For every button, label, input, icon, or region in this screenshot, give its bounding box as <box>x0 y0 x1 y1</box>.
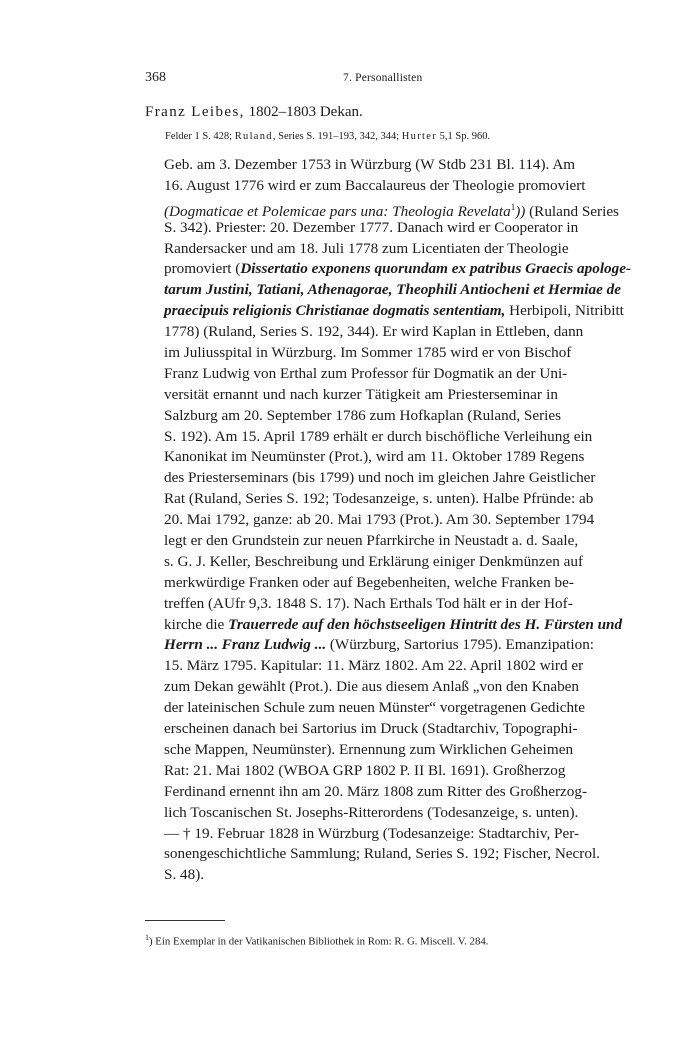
body-line: der lateinischen Schule zum neuen Münster“ vorgetragenen Gedichte <box>164 699 586 717</box>
italic-title: praecipuis religionis Christianae dogmatis sententiam, <box>164 302 506 320</box>
footnote-divider <box>145 920 225 921</box>
source-text: Felder 1 S. 428; <box>165 131 235 142</box>
body-line: s. G. J. Keller, Beschreibung und Erklärung einiger Denkmünzen auf <box>164 552 584 570</box>
body-line: — † 19. Februar 1828 in Würzburg (Todesanzeige: Stadtarchiv, Per- <box>164 824 580 842</box>
body-line: lich Toscanischen St. Josephs-Ritterordens (Todesanzeige, s. unten). <box>164 803 579 821</box>
entry-title <box>145 104 363 121</box>
body-line: merkwürdige Franken oder auf Begebenheiten, welche Franken be- <box>164 573 574 591</box>
body-line: versität ernannt und nach kurzer Tätigkeit am Priesterseminar in <box>164 385 558 403</box>
body-line: im Juliusspital in Würzburg. Im Sommer 1785 wird er von Bischof <box>164 344 572 362</box>
italic-title: (Dogmaticae et Polemicae pars una: Theologia Revelata <box>164 202 511 220</box>
source-text: 5,1 Sp. 960. <box>437 131 491 142</box>
body-line: Geb. am 3. Dezember 1753 in Würzburg (W Stdb 231 Bl. 114). Am <box>164 156 576 173</box>
body-line: tarum Justini, Tatiani, Athenagorae, Theophili Antiocheni et Hermiae de <box>164 281 621 299</box>
body-line: Randersacker und am 18. Juli 1778 zum Licentiaten der Theologie <box>164 239 569 257</box>
body-line <box>164 635 595 656</box>
source-author: Ruland <box>234 131 273 142</box>
body-line: Ferdinand ernennt ihn am 20. März 1808 zum Ritter des Großherzog- <box>164 782 588 800</box>
body-line: Franz Ludwig von Erthal zum Professor für Dogmatik an der Uni- <box>164 364 568 382</box>
italic-title: Herrn ... Franz Ludwig ... <box>164 636 327 654</box>
body-line: S. 48). <box>164 866 205 884</box>
body-line: 15. März 1795. Kapitular: 11. März 1802. Am 22. April 1802 wird er <box>164 657 584 675</box>
italic-title: )) <box>515 202 526 220</box>
page-header <box>145 70 575 90</box>
body-text-run: (Würzburg, Sartorius 1795). Emanzipation: <box>326 636 595 654</box>
source-text: , Series S. 191–193, 342, 344; <box>272 131 402 142</box>
body-line <box>164 301 624 322</box>
body-line: Rat (Ruland, Series S. 192; Todesanzeige, s. unten). Halbe Pfründe: ab <box>164 490 594 508</box>
body-text-run: (Ruland Series <box>525 202 619 220</box>
entry-sources <box>165 131 490 142</box>
body-text-run: Herbipoli, Nitribitt <box>505 302 624 320</box>
body-line <box>164 197 619 220</box>
footnote <box>145 933 585 948</box>
body-line: sche Mappen, Neumünster). Ernennung zum Wirklichen Geheimen <box>164 740 574 758</box>
source-author: Hurter <box>401 131 437 142</box>
body-line: 16. August 1776 wird er zum Baccalaureus der Theologie promoviert <box>164 176 586 194</box>
italic-title: Dissertatio exponens quorundam ex patribus Graecis apologe- <box>240 260 632 278</box>
body-text-run: kirche die <box>164 615 229 633</box>
body-line: Salzburg am 20. September 1786 zum Hofkaplan (Ruland, Series <box>164 406 562 424</box>
body-line: 20. Mai 1792, ganze: ab 20. Mai 1793 (Prot.). Am 30. September 1794 <box>164 511 595 529</box>
footnote-text: ) Ein Exemplar in der Vatikanischen Bibliothek in Rom: R. G. Miscell. V. 284. <box>149 935 489 948</box>
body-line: erscheinen danach bei Sartorius im Druck (Stadtarchiv, Topographi- <box>164 720 578 738</box>
page-number: 368 <box>145 70 166 85</box>
body-line: sonengeschichtliche Sammlung; Ruland, Series S. 192; Fischer, Necrol. <box>164 845 600 863</box>
entry-name: Franz Leibes, <box>145 104 245 120</box>
body-line: des Priesterseminars (bis 1799) und noch im gleichen Jahre Geistlicher <box>164 469 596 487</box>
italic-title: Trauerrede auf den höchstseeligen Hintritt des H. Fürsten und <box>228 615 623 633</box>
body-line: legt er den Grundstein zur neuen Pfarrkirche in Neustadt a. d. Saale, <box>164 532 579 550</box>
body-text-run: promoviert ( <box>164 260 241 278</box>
footnote-ref[interactable]: 1 <box>510 201 516 212</box>
running-head: 7. Personallisten <box>343 72 423 84</box>
body-line <box>164 615 623 636</box>
body-line: S. 192). Am 15. April 1789 erhält er durch bischöfliche Verleihung ein <box>164 427 593 445</box>
body-line: Kanonikat im Neumünster (Prot.), wird am 11. Oktober 1789 Regens <box>164 448 585 466</box>
footnote-marker: 1 <box>145 933 149 942</box>
body-line: zum Dekan gewählt (Prot.). Die aus diesem Anlaß „von den Knaben <box>164 678 580 696</box>
body-line: S. 342). Priester: 20. Dezember 1777. Danach wird er Cooperator in <box>164 218 579 236</box>
entry-dates-role: 1802–1803 Dekan. <box>244 104 363 120</box>
entry-body <box>164 155 632 886</box>
body-line <box>164 259 632 280</box>
body-line: Rat: 21. Mai 1802 (WBOA GRP 1802 P. II Bl. 1691). Großherzog <box>164 761 566 779</box>
body-line: treffen (AUfr 9,3. 1848 S. 17). Nach Erthals Tod hält er in der Hof- <box>164 594 573 612</box>
body-line: 1778) (Ruland, Series S. 192, 344). Er wird Kaplan in Ettleben, dann <box>164 323 584 341</box>
